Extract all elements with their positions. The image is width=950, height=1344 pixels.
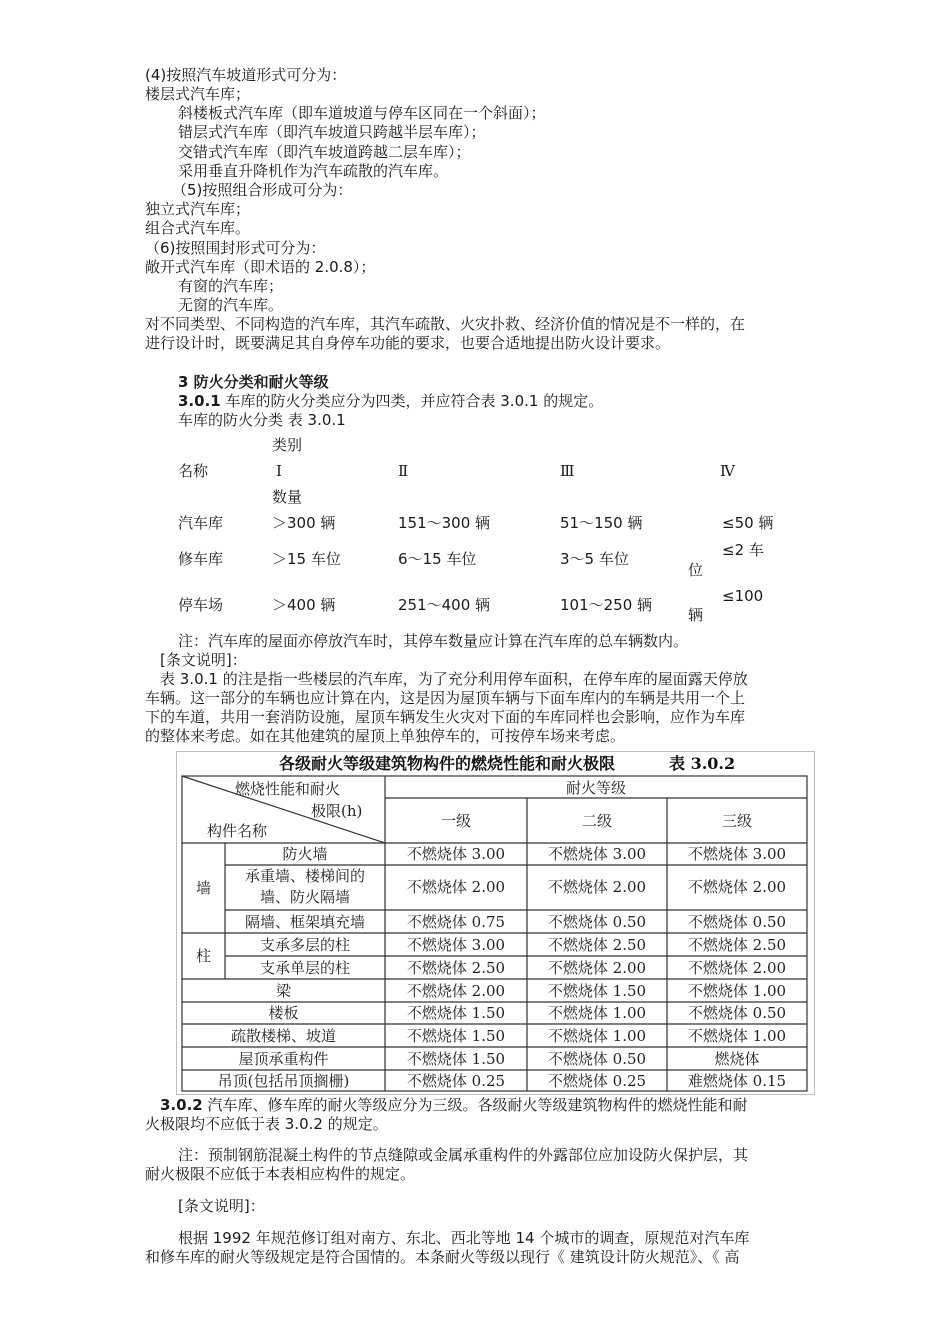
table-302-cell: 不燃烧体 1.00 — [547, 1027, 647, 1045]
table-302-row-name: 屋顶承重构件 — [238, 1050, 329, 1068]
table-302-cell: 不燃烧体 1.50 — [406, 1004, 506, 1022]
table-302-cell: 不燃烧体 0.25 — [406, 1072, 506, 1090]
table-302-grade: 三级 — [721, 812, 752, 830]
table-302-row-name: 支承多层的柱 — [259, 936, 350, 954]
explain-label: [条文说明]： — [160, 651, 247, 669]
sec5-item: 独立式汽车库； — [145, 200, 251, 218]
table-302-cell: 不燃烧体 1.50 — [406, 1027, 506, 1045]
table-302-cell: 燃烧体 — [714, 1050, 760, 1068]
table-301-cell: ＞15 车位 — [272, 550, 341, 568]
table-302-cell: 不燃烧体 0.50 — [687, 1004, 787, 1022]
table-302-row-name: 隔墙、框架填充墙 — [244, 913, 365, 931]
table-302-cell: 不燃烧体 2.00 — [547, 878, 647, 896]
table-301-cell: ≤2 车 — [722, 541, 764, 559]
table-302-cell: 不燃烧体 0.50 — [687, 913, 787, 931]
table-301-class: Ⅰ — [276, 462, 282, 480]
table-302-cell: 不燃烧体 0.50 — [547, 913, 647, 931]
table-301-cell: ＞400 辆 — [272, 596, 336, 614]
explain-label: [条文说明]： — [178, 1197, 265, 1215]
table-301-cell: ≤50 辆 — [722, 514, 774, 532]
clause-302-text: 汽车库、修车库的耐火等级应分为三级。各级耐火等级建筑物构件的燃烧性能和耐 — [202, 1096, 748, 1114]
note-302-line: 注：预制钢筋混凝土构件的节点缝隙或金属承重构件的外露部位应加设防火保护层，其 — [178, 1146, 749, 1164]
table-302-row-name: 疏散楼梯、坡道 — [230, 1027, 336, 1045]
table-301-cell: 3～5 车位 — [560, 550, 629, 568]
note-302-line: 耐火极限不应低于本表相应构件的规定。 — [145, 1165, 416, 1183]
table-302-cell: 不燃烧体 2.00 — [406, 982, 506, 1000]
table-302-cell: 不燃烧体 3.00 — [406, 936, 506, 954]
sec6-heading: （6)按照围封形式可分为： — [145, 239, 326, 257]
table-301-header-qty: 数量 — [272, 488, 303, 506]
summary-line: 进行设计时，既要满足其自身停车功能的要求，也要合适地提出防火设计要求。 — [145, 334, 671, 352]
table-301-class: Ⅱ — [398, 462, 409, 480]
sec6-item: 敞开式汽车库（即术语的 2.0.8）； — [145, 258, 376, 276]
table-302-cell: 不燃烧体 0.25 — [547, 1072, 647, 1090]
explain-line: 下的车道，共用一套消防设施，屋顶车辆发生火灾对下面的车库同样也会影响，应作为车库 — [145, 708, 746, 726]
table-302-cell: 不燃烧体 2.00 — [687, 959, 787, 977]
table-302-title: 各级耐火等级建筑物构件的燃烧性能和耐火极限 — [279, 754, 616, 773]
sec4-heading: (4)按照汽车坡道形式可分为： — [145, 66, 347, 84]
table-302-row-name: 梁 — [275, 982, 291, 1000]
explain-line: 和修车库的耐火等级规定是符合国情的。本条耐火等级以现行《 建筑设计防火规范》、《 高 — [145, 1248, 740, 1266]
table-302-cell: 不燃烧体 3.00 — [406, 845, 506, 863]
sec5-item: 组合式汽车库。 — [145, 219, 251, 237]
table-301-cell: 6～15 车位 — [398, 550, 477, 568]
explain-line: 车辆。这一部分的车辆也应计算在内，这是因为屋顶车辆与下面车库内的车辆是共用一个上 — [145, 689, 746, 707]
explain-line: 的整体来考虑。如在其他建筑的屋顶上单独停车的，可按停车场来考虑。 — [145, 727, 626, 745]
chapter-title: 3 防火分类和耐火等级 — [178, 373, 329, 391]
table-302-cell: 不燃烧体 1.00 — [687, 1027, 787, 1045]
table-301-note: 注：汽车库的屋面亦停放汽车时，其停车数量应计算在汽车库的总车辆数内。 — [178, 632, 689, 650]
table-302-number: 表 3.0.2 — [669, 754, 736, 773]
table-302-cell: 不燃烧体 1.00 — [687, 982, 787, 1000]
table-302-grade: 二级 — [581, 812, 612, 830]
table-301-caption: 车库的防火分类 表 3.0.1 — [178, 411, 346, 429]
table-301-class: Ⅳ — [720, 462, 735, 480]
table-302-cell: 不燃烧体 1.00 — [547, 1004, 647, 1022]
sec4-item: 斜楼板式汽车库（即车道坡道与停车区同在一个斜面）； — [178, 104, 546, 122]
table-301-cell: 251～400 辆 — [398, 596, 491, 614]
table-301-cell: ≤100 — [722, 587, 764, 605]
table-302-grade-header: 耐火等级 — [565, 779, 626, 797]
sec6-item: 无窗的汽车库。 — [178, 296, 284, 314]
table-302 — [176, 751, 815, 1095]
summary-line: 对不同类型、不同构造的汽车库，其汽车疏散、火灾扑救、经济价值的情况是不一样的，在 — [145, 315, 746, 333]
table-301-cell-wrap: 辆 — [688, 606, 704, 624]
clause-301-number: 3.0.1 — [178, 392, 221, 410]
explain-line: 根据 1992 年规范修订组对南方、东北、西北等地 14 个城市的调查，原规范对汽车库 — [178, 1229, 750, 1247]
clause-302-number: 3.0.2 — [160, 1096, 203, 1114]
table-302-group-column: 柱 — [195, 947, 211, 965]
table-302-cell: 不燃烧体 3.00 — [547, 845, 647, 863]
clause-301-text: 车库的防火分类应分为四类，并应符合表 3.0.1 的规定。 — [220, 392, 604, 410]
sec5-heading: （5)按照组合形成可分为： — [172, 181, 353, 199]
table-302-diag-top: 燃烧性能和耐火 — [235, 780, 341, 798]
table-302-cell: 不燃烧体 3.00 — [687, 845, 787, 863]
table-302-row-name: 支承单层的柱 — [259, 959, 350, 977]
table-302-cell: 不燃烧体 0.50 — [547, 1050, 647, 1068]
table-302-cell: 不燃烧体 2.50 — [687, 936, 787, 954]
table-302-cell: 不燃烧体 1.50 — [406, 1050, 506, 1068]
table-302-row-name: 楼板 — [268, 1004, 299, 1022]
table-302-cell: 不燃烧体 2.50 — [406, 959, 506, 977]
table-301-cell-wrap: 位 — [688, 561, 704, 579]
sec4-item: 采用垂直升降机作为汽车疏散的汽车库。 — [178, 162, 449, 180]
table-301-cell: 51～150 辆 — [560, 514, 643, 532]
table-302-cell: 不燃烧体 2.50 — [547, 936, 647, 954]
table-302-diag-bottom: 构件名称 — [207, 822, 268, 840]
table-301-class: Ⅲ — [560, 462, 575, 480]
explain-line: 表 3.0.1 的注是指一些楼层的汽车库，为了充分利用停车面积，在停车库的屋面露天停放 — [160, 670, 748, 688]
table-302-cell: 不燃烧体 2.00 — [547, 959, 647, 977]
table-302-diag-mid: 极限(h) — [311, 802, 363, 820]
table-302-row-name: 防火墙 — [282, 845, 328, 863]
sec4-item: 楼层式汽车库； — [145, 85, 251, 103]
table-302-cell: 不燃烧体 2.00 — [687, 878, 787, 896]
sec4-item: 错层式汽车库（即汽车坡道只跨越半层车库）； — [178, 123, 486, 141]
table-302-cell: 不燃烧体 2.00 — [406, 878, 506, 896]
sec4-item: 交错式汽车库（即汽车坡道跨越二层车库）； — [178, 143, 471, 161]
table-301-header-name: 名称 — [178, 462, 209, 480]
table-302-cell: 不燃烧体 0.75 — [406, 913, 506, 931]
table-302-row-name: 承重墙、楼梯间的 — [244, 867, 365, 885]
clause-301 — [178, 392, 603, 411]
table-302-row-name: 吊顶(包括吊顶搁栅) — [217, 1072, 350, 1090]
sec6-item: 有窗的汽车库； — [178, 277, 284, 295]
table-301-row-name: 停车场 — [178, 596, 224, 614]
clause-302-line: 火极限均不应低于表 3.0.2 的规定。 — [145, 1115, 388, 1133]
table-301-row-name: 修车库 — [178, 550, 224, 568]
table-301-row-name: 汽车库 — [178, 514, 224, 532]
table-301-cell: ＞300 辆 — [272, 514, 336, 532]
table-302-cell: 不燃烧体 1.50 — [547, 982, 647, 1000]
table-301-header-category: 类别 — [272, 436, 303, 454]
table-302-cell: 难燃烧体 0.15 — [687, 1072, 787, 1090]
table-301-cell: 151～300 辆 — [398, 514, 491, 532]
table-302-row-name: 墙、防火隔墙 — [259, 888, 350, 906]
table-302-group-wall: 墙 — [195, 879, 211, 897]
clause-302 — [160, 1096, 748, 1115]
table-302-grade: 一级 — [440, 812, 471, 830]
table-301-cell: 101～250 辆 — [560, 596, 653, 614]
